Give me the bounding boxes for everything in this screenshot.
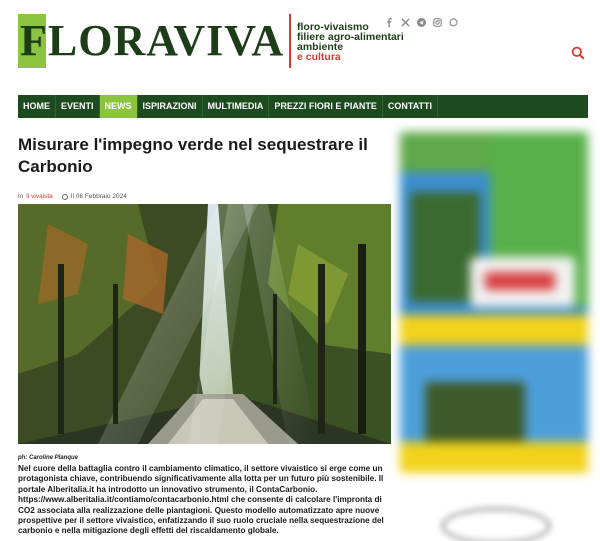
- meta-in-label: in: [18, 193, 24, 200]
- nav-item-contatti[interactable]: CONTATTI: [383, 95, 438, 118]
- photo-caption: ph: Caroline Planque: [18, 455, 79, 461]
- sidebar-ad[interactable]: [400, 132, 588, 473]
- tagline-line-2: filiere agro-alimentari: [297, 31, 404, 43]
- main-nav: [18, 95, 588, 118]
- sidebar-ad-secondary[interactable]: [440, 506, 552, 541]
- nav-item-prezzi[interactable]: PREZZI FIORI E PIANTE: [269, 95, 383, 118]
- nav-item-news[interactable]: NEWS: [100, 95, 138, 118]
- nav-item-eventi[interactable]: EVENTI: [56, 95, 100, 118]
- nav-item-home[interactable]: HOME: [18, 95, 56, 118]
- nav-item-multimedia[interactable]: MULTIMEDIA: [203, 95, 270, 118]
- article-photo: [18, 204, 391, 444]
- nav-item-ispirazioni[interactable]: ISPIRAZIONI: [138, 95, 203, 118]
- instagram-icon[interactable]: [433, 18, 442, 27]
- tagline-line-3: ambiente: [297, 41, 344, 53]
- tagline-line-1: floro-vivaismo: [297, 21, 369, 33]
- x-icon[interactable]: [401, 18, 410, 27]
- telegram-icon[interactable]: [417, 18, 426, 27]
- search-icon[interactable]: [571, 46, 585, 60]
- social-links: [385, 18, 458, 27]
- article-body: Nel cuore della battaglia contro il cambiamento climatico, il settore vivaistico si erge come un protagonista chiave, contribuendo significativamente alla lotta per un futuro più sostenibile. Il portale Alberitalia.it ha introdotto un innovativo strumento, il ContaCarbonio. https://www.alberitalia.it/contiamo/contacarbonio.html che consente di calcolare l'impronta di CO2 associata alla realizzazione delle piantagioni. Questo modello automatizzato apre nuove prospettive per il settore vivaistico, enfatizzando il suo ruolo cruciale nella sequestrazione del carbonio e nella mitigazione degli effetti del riscaldamento globale.: [18, 464, 384, 536]
- site-logo[interactable]: FLORAVIVA: [20, 16, 285, 65]
- site-header: [0, 0, 600, 95]
- whatsapp-icon[interactable]: [449, 18, 458, 27]
- article-title: Misurare l'impegno verde nel sequestrare il Carbonio: [18, 135, 368, 176]
- facebook-icon[interactable]: [385, 18, 394, 27]
- tagline-line-4: e cultura: [297, 51, 341, 63]
- site-tagline: [297, 22, 404, 62]
- clock-icon: [62, 194, 68, 200]
- article-category[interactable]: Il vivaista: [26, 193, 53, 200]
- article-meta: [18, 193, 127, 200]
- logo-divider: [289, 14, 291, 68]
- article-date: Il 06 Febbraio 2024: [70, 193, 127, 200]
